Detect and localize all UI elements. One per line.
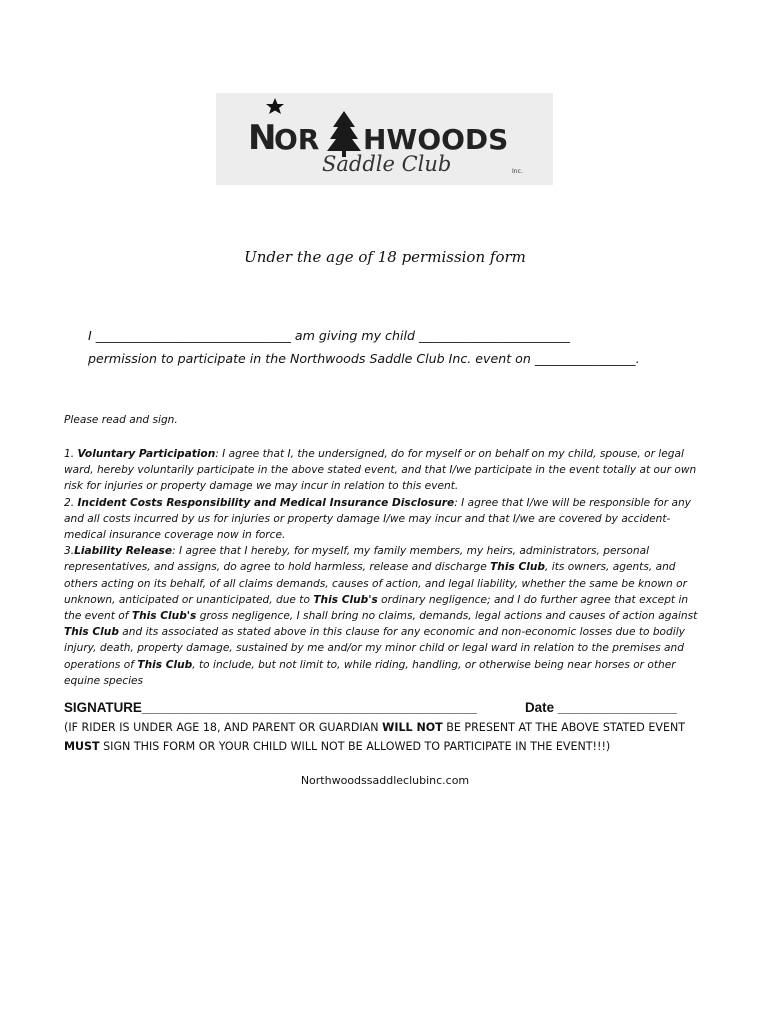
club-logo: [216, 93, 553, 185]
clause-voluntary-participation: 1. Voluntary Participation: I agree that I, the undersigned, do for myself or on behalf on my child, spouse, or legal ward, hereby voluntarily participate in the above stated event, and that I/we participate in the event totally at our own risk for injuries or property damage we may incur in relation to this event.: [64, 448, 697, 493]
signature-row: [64, 700, 677, 715]
clauses: [64, 446, 704, 689]
form-title: Under the age of 18 permission form: [244, 248, 526, 266]
signature-field[interactable]: SIGNATURE_____________________________________________: [64, 700, 477, 715]
date-field[interactable]: Date ________________: [525, 700, 677, 715]
intro-line-2[interactable]: permission to participate in the Northwoods Saddle Club Inc. event on ________________.: [88, 351, 640, 366]
logo-brand-or: OR: [274, 123, 320, 156]
pine-tree-icon: [327, 111, 361, 157]
please-read-text: Please read and sign.: [64, 414, 178, 426]
logo-suffix: Inc.: [512, 168, 523, 175]
guardian-warning: (IF RIDER IS UNDER AGE 18, AND PARENT OR GUARDIAN WILL NOT BE PRESENT AT THE ABOVE STATED EVENT MUST SIGN THIS FORM OR YOUR CHILD WILL NOT BE ALLOWED TO PARTICIPATE IN THE EVENT!!!): [64, 721, 686, 753]
intro-line-1[interactable]: I _______________________________ am giving my child ________________________: [88, 328, 571, 343]
clause-incident-costs: 2. Incident Costs Responsibility and Medical Insurance Disclosure: I agree that I/we will be responsible for any and all costs incurred by us for injuries or property damage I/we may incur and that I/we are covered by accident-medical insurance coverage now in force.: [64, 496, 691, 542]
website-text: Northwoodssaddleclubinc.com: [300, 774, 470, 787]
star-icon: [266, 98, 284, 114]
clause-liability-release: 3.Liability Release: I agree that I hereby, for myself, my family members, my heirs, administrators, personal representatives, and assigns, do agree to hold harmless, release and discharge This Club, its owners, agents, and others acting on its behalf, of all claims demands, causes of action, and legal liability, whether the same be known or unknown, anticipated or unanticipated, due to This Club's ordinary negligence; and I do further agree that except in the event of This Club's gross negligence, I shall bring no claims, demands, legal actions and causes of action against This Club and its associated as stated above in this clause for any economic and non-economic losses due to bodily injury, death, property damage, sustained by me and/or my minor child or legal ward in relation to the premises and operations of This Club, to include, but not limit to, while riding, handling, or otherwise being near horses or other equine species: [64, 545, 698, 687]
logo-brand-first-letter: N: [248, 118, 277, 158]
logo-subtitle: Saddle Club: [322, 152, 452, 176]
logo-brand-rest: HWOODS: [363, 123, 509, 156]
